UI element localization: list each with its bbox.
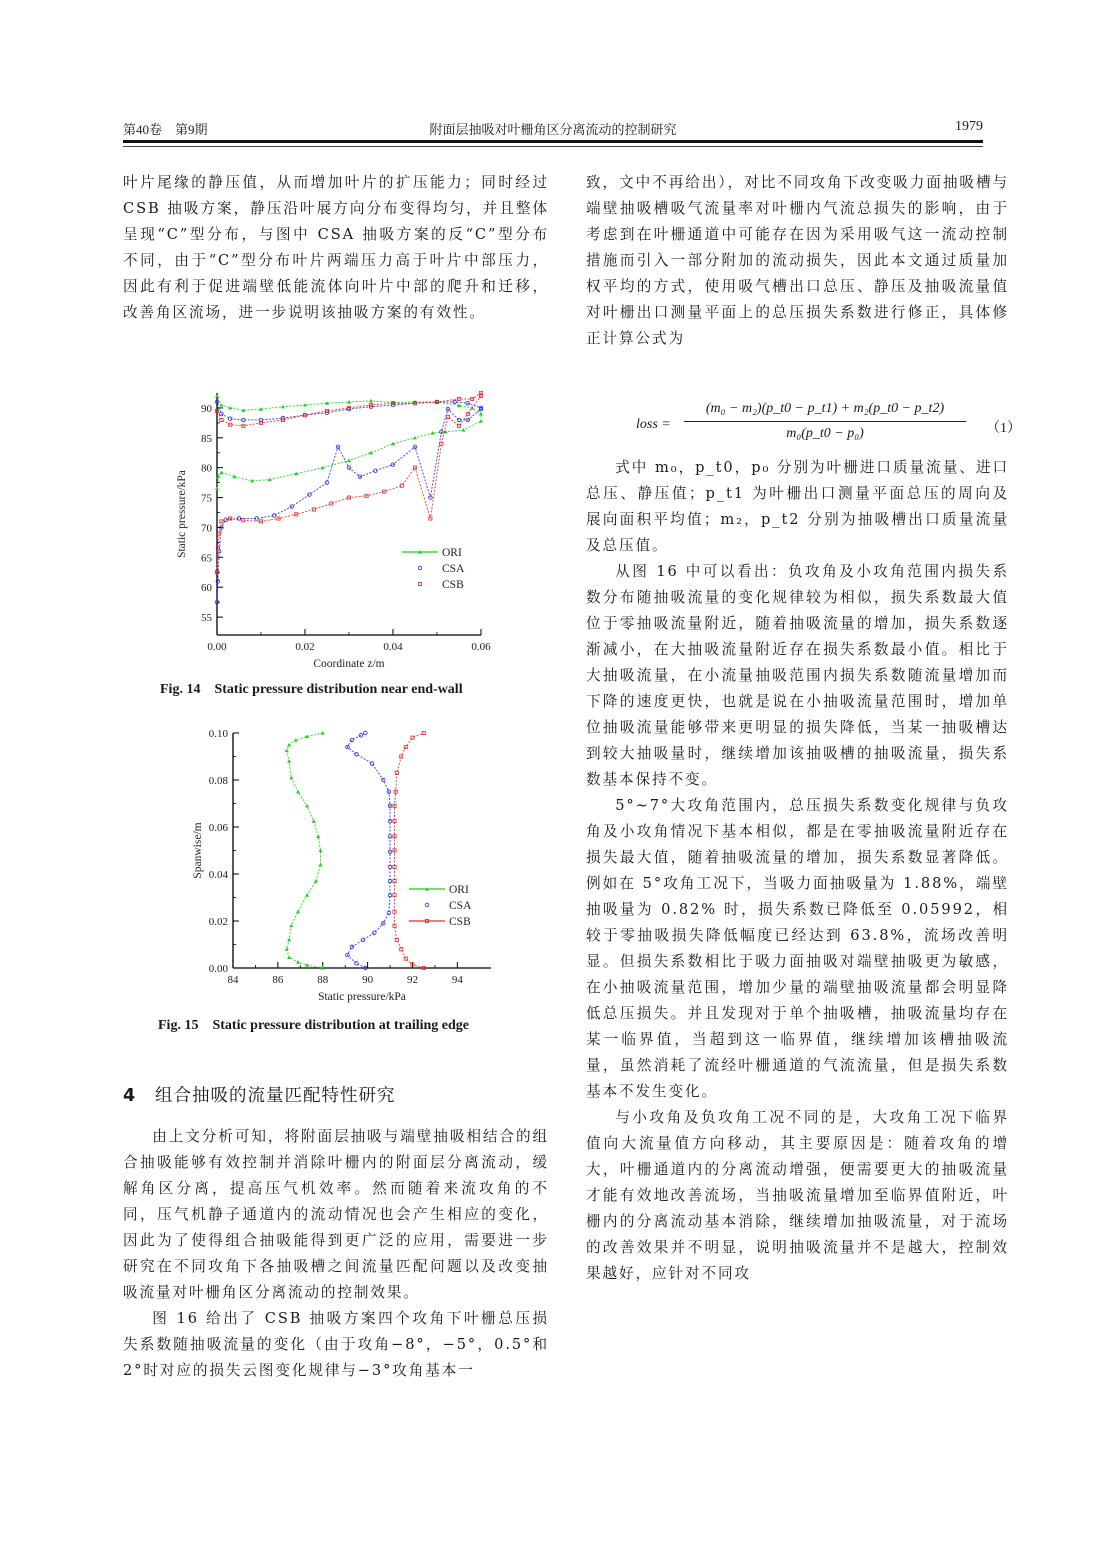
legend-marker xyxy=(425,903,429,907)
data-point xyxy=(355,752,359,756)
x-axis-label: Coordinate z/m xyxy=(313,658,385,670)
data-point xyxy=(294,738,298,742)
y-tick-label: 65 xyxy=(201,552,212,565)
y-tick-label: 0.00 xyxy=(208,963,228,975)
x-tick-label: 84 xyxy=(227,974,239,986)
legend-label: CSB xyxy=(449,916,471,928)
data-point xyxy=(285,947,289,951)
right-column-top xyxy=(586,170,1009,352)
legend-label: ORI xyxy=(442,547,462,559)
x-tick-label: 90 xyxy=(362,974,374,986)
fig15-caption-text: Static pressure distribution at trailing edge xyxy=(212,1018,469,1033)
legend-item-ori xyxy=(409,884,469,896)
left-column-bottom xyxy=(123,1124,549,1384)
data-point xyxy=(296,910,300,914)
data-point xyxy=(312,819,316,823)
data-point xyxy=(287,938,291,942)
section-title: 组合抽吸的流量匹配特性研究 xyxy=(155,1086,396,1106)
data-point xyxy=(318,863,322,867)
series-csb xyxy=(393,731,425,969)
right-column-body xyxy=(586,455,1009,1287)
data-point xyxy=(361,938,365,942)
y-tick-label: 0.02 xyxy=(208,916,228,928)
legend-label: ORI xyxy=(449,884,469,896)
legend-label: CSA xyxy=(449,900,472,912)
x-axis-label: Static pressure/kPa xyxy=(318,991,406,1003)
equation-denominator: m₀(p_t0 − p₀) xyxy=(786,426,864,441)
paragraph: 由上文分析可知，将附面层抽吸与端壁抽吸相结合的组合抽吸能够有效控制并消除叶栅内的附面层分离流动，缓解角区分离，提高压气机效率。然而随着来流攻角的不同，压气机静子通道内的流动情况也会产生相应的变化，因此为了使得组合抽吸能得到更广泛的应用，需要进一步研究在不同攻角下各抽吸槽之间流量匹配问题以及改变抽吸流量对叶栅角区分离流动的控制效果。 xyxy=(123,1128,549,1301)
data-point xyxy=(364,731,368,735)
x-tick-label: 0.00 xyxy=(207,641,227,653)
section-heading xyxy=(123,1082,396,1107)
x-tick-label: 92 xyxy=(406,974,418,986)
x-tick-label: 0.06 xyxy=(471,641,491,653)
data-point xyxy=(316,834,320,838)
fig14-caption-text: Static pressure distribution near end-wall xyxy=(214,682,463,697)
series-line-csa xyxy=(347,733,390,968)
fig15-caption xyxy=(158,1018,469,1034)
data-point xyxy=(296,960,300,964)
legend xyxy=(409,884,472,928)
y-tick-label: 90 xyxy=(201,402,212,415)
data-point xyxy=(318,849,322,853)
y-tick-label: 55 xyxy=(201,612,212,625)
data-point xyxy=(305,804,309,808)
y-tick-label: 0.06 xyxy=(208,822,228,834)
data-point xyxy=(350,738,354,742)
x-tick-label: 0.04 xyxy=(383,641,403,653)
data-point xyxy=(287,955,291,959)
paragraph: 从图 16 中可以看出：负攻角及小攻角范围内损失系数分布随抽吸流量的变化规律较为相似，损失系数最大值位于零抽吸流量附近，随着抽吸流量的增加，损失系数逐渐减小，在大抽吸流量附近存在损失系数最小值。相比于大抽吸流量，在小流量抽吸范围内损失系数随流量增加而下降的速度更快，也就是说在小抽吸流量范围时，增加单位抽吸流量能够带来更明显的损失降低，当某一抽吸槽达到较大抽吸量时，继续增加该抽吸槽的抽吸流量，损失系数基本保持不变。 xyxy=(586,563,1009,788)
y-tick-label: 70 xyxy=(201,522,212,535)
y-tick-label: 0.10 xyxy=(208,728,228,740)
data-point xyxy=(287,743,291,747)
y-tick-label: 60 xyxy=(201,582,212,595)
page-number: 1979 xyxy=(955,119,983,134)
legend-label: CSB xyxy=(442,579,464,591)
x-tick-label: 0.02 xyxy=(295,641,315,653)
legend-item-csb xyxy=(409,916,471,928)
equation-1 xyxy=(586,398,1021,456)
data-point xyxy=(314,879,318,883)
x-tick-label: 94 xyxy=(451,974,463,986)
fig14-label: Fig. 14 xyxy=(160,682,201,697)
y-tick-label: 0.08 xyxy=(208,775,228,787)
paragraph: 5°~7°大攻角范围内，总压损失系数变化规律与负攻角及小攻角情况下基本相似，都是在零抽吸流量附近存在损失最大值，随着抽吸流量的增加，损失系数显著降低。例如在 5°攻角工况下，当吸力面抽吸量为 1.88%，端壁抽吸量为 0.82% 时，损失系数已降低至 0.05992，相较于零抽吸损失降低幅度已经达到 63.8%，流场改善明显。但损失系数相比于吸力面抽吸对端壁抽吸更为敏感，在小抽吸流量范围，增加少量的端壁抽吸流量都会明显降低总压损失。并且发现对于单个抽吸槽，抽吸流量均存在某一临界值，当超到这一临界值，继续增加该槽抽吸流量，虽然消耗了流经叶栅通道的气流流量，但是损失系数基本不发生变化。 xyxy=(586,797,1009,1100)
legend-label: CSA xyxy=(442,563,465,575)
equation-numerator: (m₀ − m₂)(p_t0 − p_t1) + m₂(p_t0 − p_t2) xyxy=(705,401,945,416)
paragraph: 与小攻角及负攻角工况不同的是，大攻角工况下临界值向大流量值方向移动，其主要原因是：随着攻角的增大，叶栅通道内的分离流动增强，便需要更大的抽吸流量才能有效地改善流场，当抽吸流量增加至临界值附近，叶栅内的分离流动基本消除，继续增加抽吸流量，对于流场的改善效果并不明显，说明抽吸流量并不是越大，控制效果越好，应针对不同攻 xyxy=(586,1109,1009,1282)
plot-area xyxy=(192,728,491,1003)
series-csa xyxy=(346,731,392,970)
data-point xyxy=(373,931,377,935)
volume-issue: 第40卷 第9期 xyxy=(123,122,208,137)
data-point xyxy=(305,893,309,897)
y-tick-label: 80 xyxy=(201,462,212,475)
equation-lhs: loss = xyxy=(636,417,671,432)
data-point xyxy=(370,762,374,766)
y-tick-label: 85 xyxy=(201,432,212,445)
y-tick-label: 0.04 xyxy=(208,869,228,881)
legend-item-csa xyxy=(425,900,472,912)
paragraph: 式中 m₀，p_t0，p₀ 分别为叶栅进口质量流量、进口总压、静压值；p_t1 为叶栅出口测量平面总压的周向及展向面积平均值；m₂，p_t2 分别为抽吸槽出口质量流量及总压值。 xyxy=(586,459,1009,554)
data-point xyxy=(296,790,300,794)
running-title: 附面层抽吸对叶栅角区分离流动的控制研究 xyxy=(429,122,677,137)
fraction-bar xyxy=(684,421,966,422)
data-point xyxy=(355,962,359,966)
data-point xyxy=(285,749,289,753)
series-ori xyxy=(285,731,325,970)
section-number: 4 xyxy=(123,1086,137,1106)
y-tick-label: 75 xyxy=(201,492,212,505)
fig15-label: Fig. 15 xyxy=(158,1018,199,1033)
series-line-csb xyxy=(395,733,424,968)
y-axis-label: Static pressure/kPa xyxy=(176,470,188,558)
equation-number: （1） xyxy=(986,421,1021,436)
data-point xyxy=(289,776,293,780)
data-point xyxy=(289,924,293,928)
x-tick-label: 86 xyxy=(272,974,284,986)
x-tick-label: 88 xyxy=(317,974,329,986)
data-point xyxy=(287,759,291,763)
series-line-ori xyxy=(287,733,323,968)
y-axis-label: Spanwise/m xyxy=(192,822,204,879)
paragraph: 叶片尾缘的静压值，从而增加叶片的扩压能力；同时经过 CSB 抽吸方案，静压沿叶展方向分布变得均匀，并且整体呈现“C”型分布，与图中 CSA 抽吸方案的反“C”型分布不同，由于“C”型分布叶片两端压力高于叶片中部压力，因此有利于促进端壁低能流体向叶片中部的爬升和迁移，改善角区流场，进一步说明该抽吸方案的有效性。 xyxy=(123,174,549,321)
paragraph: 致，文中不再给出），对比不同攻角下改变吸力面抽吸槽与端壁抽吸槽吸气流量率对叶栅内气流总损失的影响，由于考虑到在叶栅通道中可能存在因为采用吸气这一流动控制措施而引入一部分附加的流动损失，因此本文通过质量加权平均的方式，使用吸气槽出口总压、静压及抽吸流量值对叶栅出口测量平面上的总压损失系数进行修正，具体修正计算公式为 xyxy=(586,174,1009,347)
paragraph: 图 16 给出了 CSB 抽吸方案四个攻角下叶栅总压损失系数随抽吸流量的变化（由于攻角−8°，−5°，0.5°和 2°时对应的损失云图变化规律与−3°攻角基本一 xyxy=(123,1310,549,1379)
